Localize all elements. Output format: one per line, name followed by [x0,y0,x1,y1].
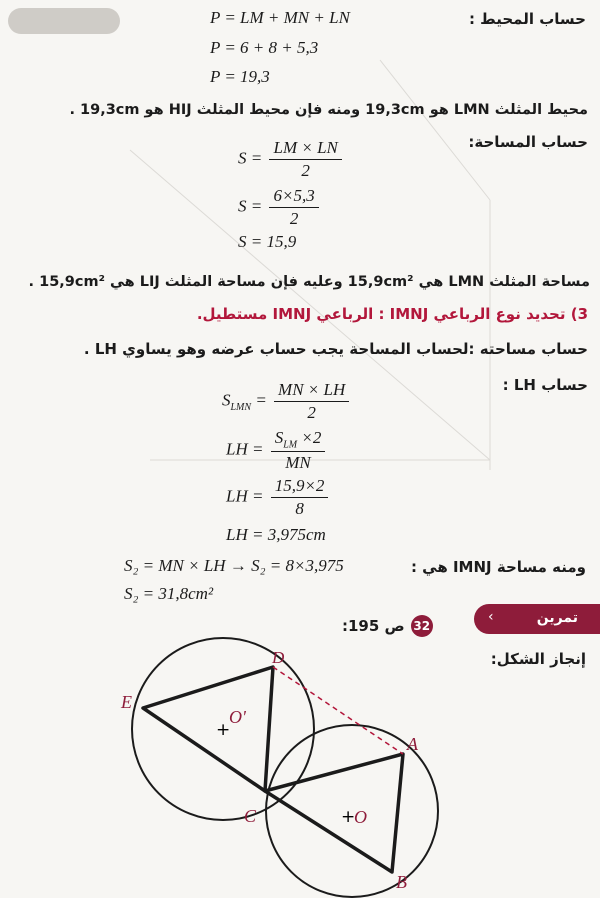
segment-da-dashed [273,667,403,754]
lh-formula-2-lhs: LH = [226,439,264,459]
part3-title: 3) تحديد نوع الرباعي IMNJ : الرباعي IMNJ مستطيل. [196,305,588,323]
lh-formula-1-sub: LMN [230,401,252,413]
lh-formula-2-num-s: S [274,428,284,447]
lh-formula-1-lhs: S [222,390,231,410]
label-c: C [244,806,257,826]
perimeter-line-1: P = LM + MN + LN [210,8,350,27]
s2-line-1: S₂ = MN × LH → S₂ = 8×3,975 [124,556,344,575]
s2-line-2: S₂ = 31,8cm² [124,584,214,603]
label-o: O [354,807,367,827]
label-o-prime: O' [229,707,246,727]
lh-formula-2-denominator: MN [285,453,311,473]
construction-title: إنجاز الشكل: [490,650,586,668]
lh-formula-1-eq: = [255,390,267,410]
lh-formula-2-num-rest: ×2 [297,428,322,447]
area-formula-2-lhs: S = [238,196,263,216]
label-e: E [121,692,132,712]
area-formula-1-numerator: LM × LN [269,138,341,160]
exercise-page-ref: ص 195: [342,617,405,635]
area-result: S = 15,9 [238,232,297,251]
area-formula-1-lhs: S = [238,148,263,168]
label-d: D [272,648,285,667]
chevron-left-icon: ‹ [488,609,494,625]
label-b: B [396,872,407,892]
exercise-number: 32 [411,615,433,637]
lh-result: LH = 3,975cm [226,525,326,544]
triangle-cab [265,754,403,872]
exercise-badge-label: تمرين [536,610,578,626]
area-formula-2-numerator: 6×5,3 [269,186,318,208]
triangle-edc [143,667,273,791]
imnj-area-label: ومنه مساحة IMNJ هي : [410,558,586,576]
lh-formula-3-lhs: LH = [226,486,264,506]
part3-intro: حساب مساحته :لحساب المساحة يجب حساب عرضه وهو يساوي LH . [83,340,588,358]
label-a: A [407,734,418,754]
area-conclusion: مساحة المثلث LMN هي 15,9cm² وعليه فإن مساحة المثلث LIJ هي 15,9cm² . [28,274,590,290]
center-o-mark: + [341,807,356,827]
area-formula-2-denominator: 2 [289,209,299,228]
center-o-prime-mark: + [216,720,231,740]
perimeter-line-3: P = 19,3 [210,67,270,86]
lh-formula-3-numerator: 15,9×2 [271,476,329,498]
area-heading: حساب المساحة: [468,133,588,151]
part3-calc-lh: حساب LH : [502,376,588,394]
perimeter-heading: حساب المحيط : [468,10,586,28]
lh-formula-2-num-sub: LM [283,439,298,451]
lh-formula-1-numerator: MN × LH [274,380,349,402]
area-formula-1-denominator: 2 [301,161,310,180]
lh-formula-3-denominator: 8 [295,499,304,518]
perimeter-conclusion: محيط المثلث LMN هو 19,3cm ومنه فإن محيط المثلث HIJ هو 19,3cm . [69,102,588,118]
lh-formula-1-denominator: 2 [307,403,316,422]
perimeter-line-2: P = 6 + 8 + 5,3 [210,38,319,57]
